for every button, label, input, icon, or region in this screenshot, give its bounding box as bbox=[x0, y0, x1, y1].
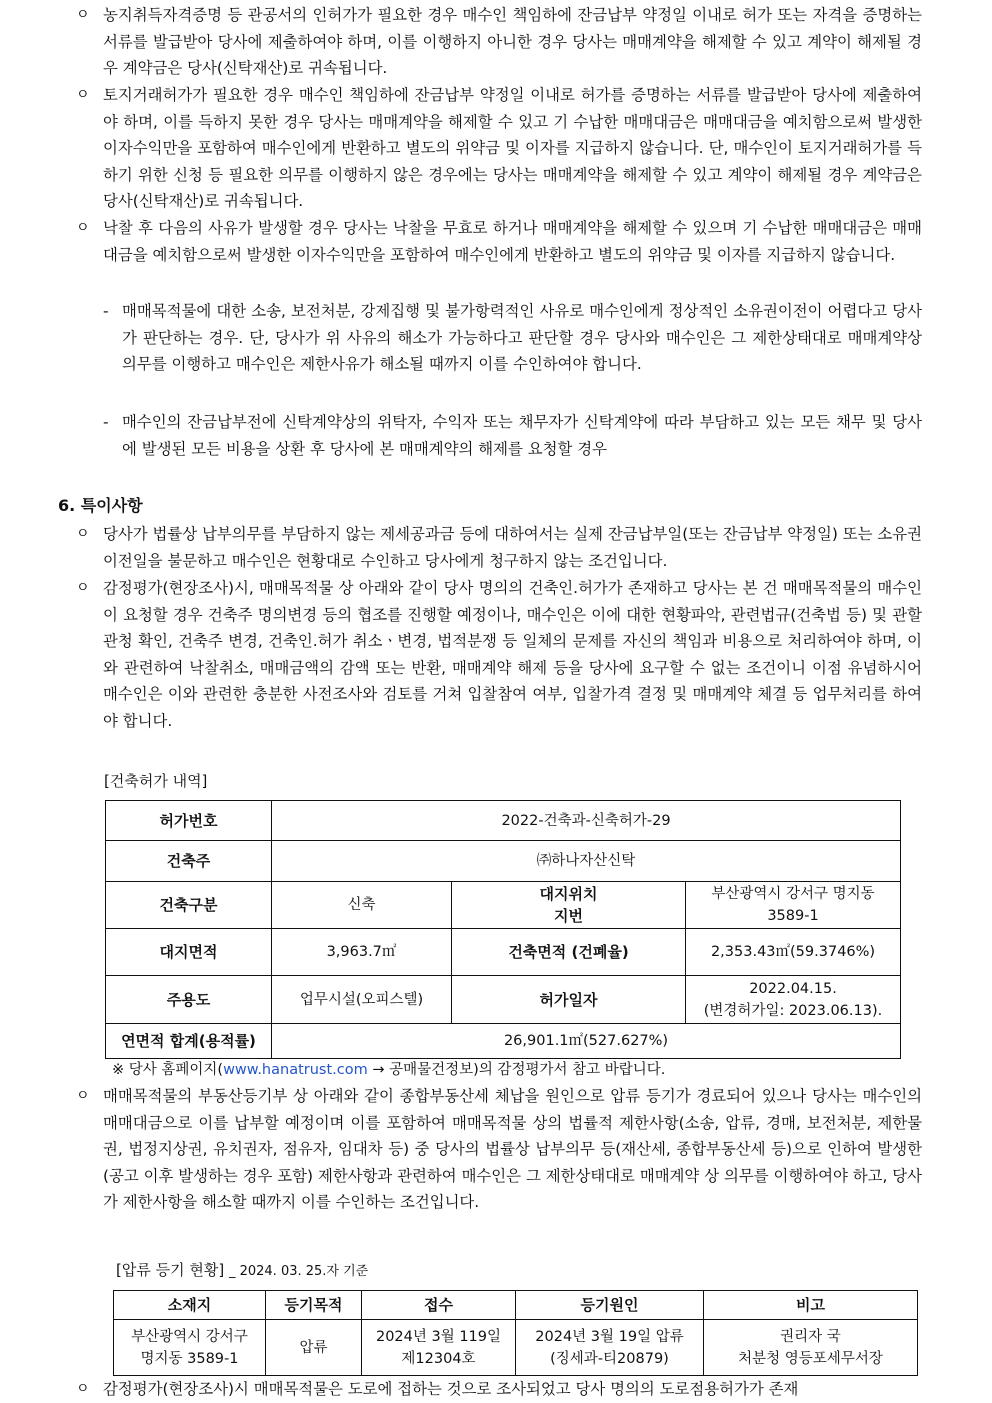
seizure-table bbox=[113, 1290, 918, 1376]
permit-row-floor-total bbox=[106, 1024, 901, 1059]
bullet-text: 농지취득자격증명 등 관공서의 인허가가 필요한 경우 매수인 책임하에 잔금납부 약정일 이내로 허가 또는 자격을 증명하는 서류를 발급받아 당사에 제출하여야 하며, 이를 이행하지 아니한 경우 당사는 매매계약을 해제할 수 있고 계약이 해제될 경우 계약금은 당사(신탁재산)로 귀속됩니다. bbox=[103, 6, 922, 78]
cell-line: 2024년 3월 19일 압류 bbox=[535, 1328, 684, 1345]
bullet-text: 감정평가(현장조사)시, 매매목적물 상 아래와 같이 당사 명의의 건축인.허가가 존재하고 당사는 본 건 매매목적물의 매수인이 요청할 경우 건축주 명의변경 등의 협조를 진행할 예정이나, 매수인은 이에 대한 현황파악, 관련법규(건축법 등) 및 관할관청 확인, 건축주 변경, 건축인.허가 취소ㆍ변경, 법적분쟁 등 일체의 문제를 자신의 책임과 비용으로 처리하여야 하며, 이와 관련하여 낙찰취소, 매매금액의 감액 또는 반환, 매매계약 해제 등을 당사에 요구할 수 없는 조건이니 이점 유념하시어 매수인은 이와 관련한 충분한 사전조사와 검토를 거쳐 입찰참여 여부, 입찰가격 결정 및 매매계약 체결 등 업무처리를 하여야 합니다. bbox=[103, 579, 922, 730]
bullet-road-occupancy bbox=[76, 1376, 922, 1403]
bullet-land-trade-permit bbox=[76, 82, 922, 215]
sub-item-text: 매수인의 잔금납부전에 신탁계약상의 위탁자, 수익자 또는 채무자가 신탁계약에 따라 부담하고 있는 모든 채무 및 당사에 발생된 모든 비용을 상환 후 당사에 본 매매계약의 해제를 요청할 경우 bbox=[122, 413, 922, 458]
cell-line: 처분청 영등포세무서장 bbox=[738, 1350, 883, 1367]
permit-row-owner bbox=[106, 841, 901, 882]
owner-value: ㈜하나자산신탁 bbox=[272, 841, 901, 882]
permit-table-caption: [건축허가 내역] bbox=[104, 772, 208, 790]
building-area-value: 2,353.43㎡(59.3746%) bbox=[686, 929, 901, 976]
cell-remark bbox=[704, 1320, 918, 1376]
main-use-label: 주용도 bbox=[106, 976, 272, 1024]
dash-mark: - bbox=[103, 413, 109, 431]
bullet-post-award-events bbox=[76, 215, 922, 268]
permit-row-use bbox=[106, 976, 901, 1024]
col-header-remark: 비고 bbox=[704, 1291, 918, 1320]
permit-row-number bbox=[106, 801, 901, 841]
main-use-value: 업무시설(오피스텔) bbox=[272, 976, 452, 1024]
table-row bbox=[114, 1320, 918, 1376]
floor-total-value: 26,901.1㎡(527.627%) bbox=[272, 1024, 901, 1059]
note-suffix: → 공매물건정보)의 감정평가서 참고 바랍니다. bbox=[367, 1062, 666, 1078]
col-header-location: 소재지 bbox=[114, 1291, 266, 1320]
seizure-header-row bbox=[114, 1291, 918, 1320]
sub-item-contract-termination bbox=[103, 409, 922, 462]
sub-item-text: 매매목적물에 대한 소송, 보전처분, 강제집행 및 불가항력적인 사유로 매수인에게 정상적인 소유권이전이 어렵다고 당사가 판단하는 경우. 단, 당사가 위 사유의 해소가 가능하다고 판단할 경우 당사와 매수인은 그 제한상태대로 매매계약상 의무를 이행하고 매수인은 제한사유가 해소될 때까지 이를 수인하여야 합니다. bbox=[122, 302, 922, 374]
permit-date-line2: (변경허가일: 2023.06.13). bbox=[703, 1002, 883, 1019]
bullet-text: 감정평가(현장조사)시 매매목적물은 도로에 접하는 것으로 조사되었고 당사 명의의 도로점용허가가 존재 bbox=[103, 1380, 799, 1398]
cell-line: (징세과-티20879) bbox=[550, 1350, 669, 1367]
reference-note bbox=[112, 1058, 665, 1082]
cell-line: 제12304호 bbox=[401, 1350, 476, 1367]
bullet-text: 매매목적물의 부동산등기부 상 아래와 같이 종합부동산세 체납을 원인으로 압류 등기가 경료되어 있으나 당사는 매수인의 매매대금으로 이를 납부할 예정이며 이를 포함하여 매매목적물 상의 법률적 제한사항(소송, 압류, 경매, 보전처분, 제한물권, 법정지상권, 유치권자, 점유자, 임대차 등) 중 당사의 법률상 납부의무 등(재산세, 종합부동산세 등)으로 인하여 발생한(공고 이후 발생하는 경우 포함) 제한사항과 관련하여 매수인은 그 제한상태대로 매매계약 상 의무를 이행하여야 하고, 당사가 제한사항을 해소할 때까지 이를 수인하는 조건입니다. bbox=[103, 1087, 922, 1212]
permit-row-area bbox=[106, 929, 901, 976]
floor-total-label: 연면적 합계(용적률) bbox=[106, 1024, 272, 1059]
cell-cause bbox=[516, 1320, 704, 1376]
dash-mark: - bbox=[103, 302, 109, 320]
section-title: 6. 특이사항 bbox=[58, 496, 143, 515]
col-header-purpose: 등기목적 bbox=[266, 1291, 362, 1320]
note-prefix: ※ 당사 홈페이지( bbox=[112, 1062, 224, 1078]
permit-date-value bbox=[686, 976, 901, 1024]
building-area-label: 건축면적 (건폐율) bbox=[452, 929, 686, 976]
cell-location bbox=[114, 1320, 266, 1376]
bullet-mark: ㅇ bbox=[76, 87, 90, 103]
bullet-text: 토지거래허가가 필요한 경우 매수인 책임하에 잔금납부 약정일 이내로 허가를 증명하는 서류를 발급받아 당사에 제출하여야 하며, 이를 득하지 못한 경우 당사는 매매계약을 해제할 수 있고 기 수납한 매매대금은 매매대금을 예치함으로써 발생한 이자수익만을 포함하여 매수인에게 반환하고 별도의 위약금 및 이자를 지급하지 않습니다. 단, 매수인이 토지거래허가를 득하기 위한 신청 등 필요한 의무를 이행하지 않은 경우에는 당사는 매매계약을 해제할 수 있고 계약이 해제될 경우 계약금은 당사(신탁재산)로 귀속됩니다. bbox=[103, 86, 922, 211]
homepage-link[interactable]: www.hanatrust.com bbox=[223, 1062, 368, 1078]
permit-table bbox=[105, 800, 901, 1059]
bullet-taxes bbox=[76, 521, 922, 574]
site-location-label-line1: 대지위치 bbox=[539, 885, 598, 903]
permit-date-line1: 2022.04.15. bbox=[749, 980, 837, 997]
sub-item-litigation bbox=[103, 298, 922, 378]
land-area-value: 3,963.7㎡ bbox=[272, 929, 452, 976]
cell-line: 명지동 3589-1 bbox=[140, 1350, 239, 1367]
site-location-line2: 3589-1 bbox=[767, 908, 819, 924]
cell-purpose: 압류 bbox=[266, 1320, 362, 1376]
bullet-mark: ㅇ bbox=[76, 7, 90, 23]
col-header-receipt: 접수 bbox=[362, 1291, 516, 1320]
seizure-caption-date: _ 2024. 03. 25.자 기준 bbox=[228, 1264, 369, 1279]
bullet-seizure bbox=[76, 1083, 922, 1216]
cell-line: 2024년 3월 119일 bbox=[375, 1328, 502, 1345]
bullet-building-permit bbox=[76, 575, 922, 735]
seizure-table-caption bbox=[116, 1259, 368, 1283]
bullet-mark: ㅇ bbox=[76, 220, 90, 236]
bullet-mark: ㅇ bbox=[76, 1381, 90, 1397]
build-type-value: 신축 bbox=[272, 882, 452, 929]
build-type-label: 건축구분 bbox=[106, 882, 272, 929]
bullet-farmland-permit bbox=[76, 2, 922, 82]
site-location-label-line2: 지번 bbox=[554, 907, 583, 925]
permit-date-label: 허가일자 bbox=[452, 976, 686, 1024]
bullet-text: 당사가 법률상 납부의무를 부담하지 않는 제세공과금 등에 대하여서는 실제 잔금납부일(또는 잔금납부 약정일) 또는 소유권이전일을 불문하고 매수인은 현황대로 수인하고 당사에게 청구하지 않는 조건입니다. bbox=[103, 525, 922, 570]
col-header-cause: 등기원인 bbox=[516, 1291, 704, 1320]
cell-receipt bbox=[362, 1320, 516, 1376]
cell-line: 부산광역시 강서구 bbox=[131, 1328, 248, 1345]
site-location-label bbox=[452, 882, 686, 929]
bullet-text: 낙찰 후 다음의 사유가 발생할 경우 당사는 낙찰을 무효로 하거나 매매계약을 해제할 수 있으며 기 수납한 매매대금은 매매대금을 예치함으로써 발생한 이자수익만을 포함하여 매수인에게 반환하고 별도의 위약금 및 이자를 지급하지 않습니다. bbox=[103, 219, 922, 264]
bullet-mark: ㅇ bbox=[76, 580, 90, 596]
bullet-mark: ㅇ bbox=[76, 526, 90, 542]
permit-number-value: 2022-건축과-신축허가-29 bbox=[272, 801, 901, 841]
site-location-value bbox=[686, 882, 901, 929]
permit-row-type bbox=[106, 882, 901, 929]
site-location-line1: 부산광역시 강서구 명지동 bbox=[711, 886, 875, 902]
cell-line: 권리자 국 bbox=[780, 1328, 841, 1345]
permit-number-label: 허가번호 bbox=[106, 801, 272, 841]
land-area-label: 대지면적 bbox=[106, 929, 272, 976]
bullet-mark: ㅇ bbox=[76, 1088, 90, 1104]
owner-label: 건축주 bbox=[106, 841, 272, 882]
seizure-caption-title: [압류 등기 현황] bbox=[116, 1261, 225, 1279]
